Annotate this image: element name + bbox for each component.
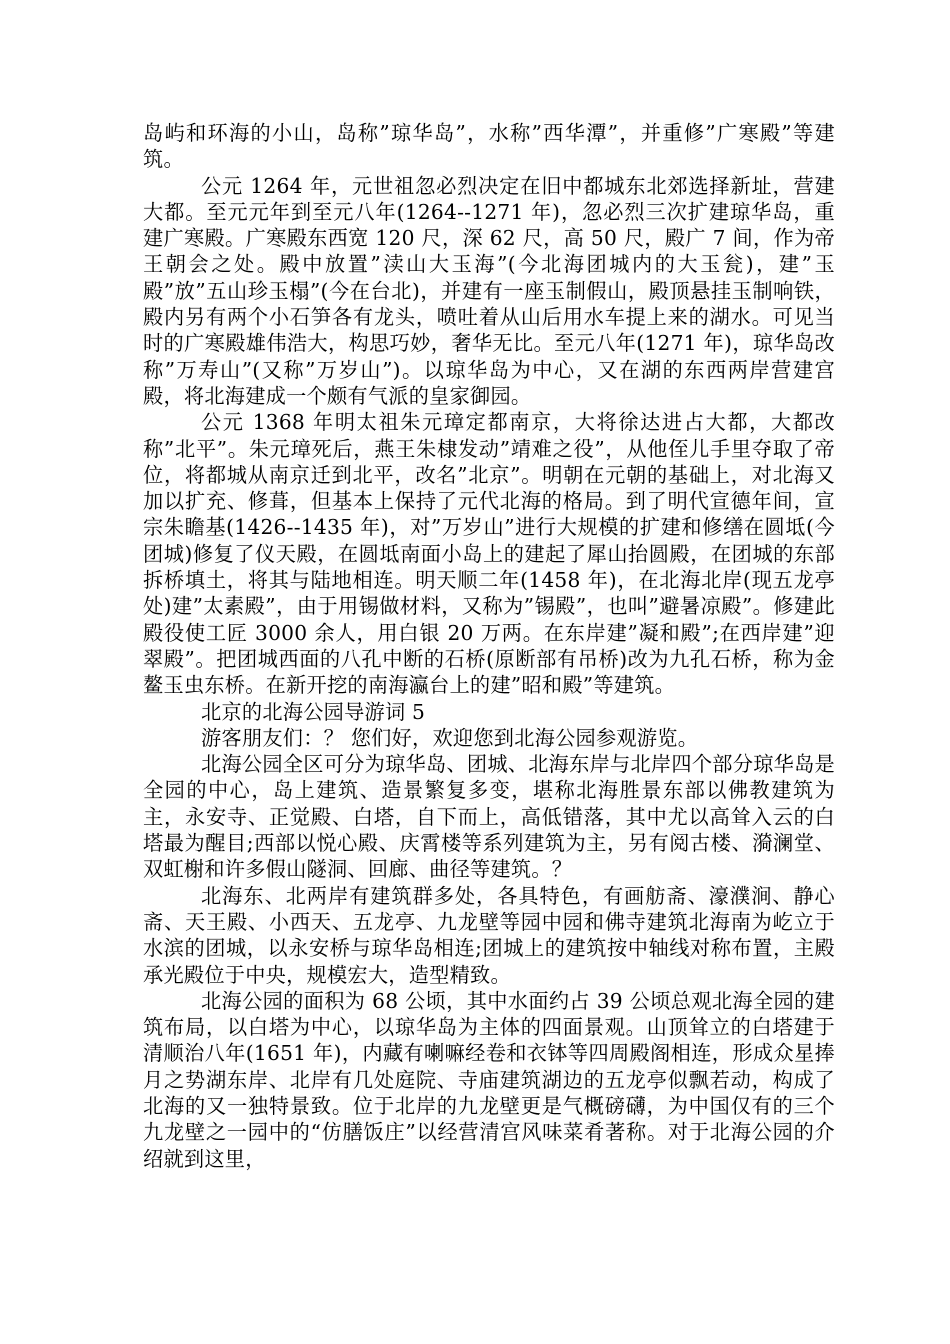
document-page <box>143 120 835 1172</box>
paragraph-1: 岛屿和环海的小山，岛称”琼华岛”，水称”西华潭”，并重修”广寒殿”等建筑。 <box>143 121 835 172</box>
paragraph-2: 公元 1264 年，元世祖忽必烈决定在旧中都城东北郊选择新址，营建大都。至元元年到至元八年(1264--1271 年)，忽必烈三次扩建琼华岛，重建广寒殿。广寒殿东西宽 120 尺，深 62 尺，高 50 尺，殿广 7 间，作为帝王朝会之处。殿中放置”渎山大玉海”(今北海团城内的大玉瓮)，建”玉殿”放”五山珍玉榻”(今在台北)，并建有一座玉制假山，殿顶悬挂玉制响铁，殿内另有两个小石笋各有龙头，喷吐着从山后用水车提上来的湖水。可见当时的广寒殿雄伟浩大，构思巧妙，奢华无比。至元八年(1271 年)，琼华岛改称”万寿山”(又称”万岁山”)。以琼华岛为中心，又在湖的东西两岸营建宫殿，将北海建成一个颇有气派的皇家御园。 <box>143 173 835 408</box>
paragraph-3: 公元 1368 年明太祖朱元璋定都南京，大将徐达进占大都，大都改称”北平”。朱元璋死后，燕王朱棣发动”靖难之役”，从他侄儿手里夺取了帝位，将都城从南京迁到北平，改名”北京”。明朝在元朝的基础上，对北海又加以扩充、修葺，但基本上保持了元代北海的格局。到了明代宣德年间，宣宗朱瞻基(1426--1435 年)，对”万岁山”进行大规模的扩建和修缮在圆坻(今团城)修复了仪天殿，在圆坻南面小岛上的建起了犀山抬圆殿，在团城的东部拆桥填土，将其与陆地相连。明天顺二年(1458 年)，在北海北岸(现五龙亭处)建”太素殿”，由于用锡做材料，又称为”锡殿”，也叫”避暑凉殿”。修建此殿役使工匠 3000 余人，用白银 20 万两。在东岸建”凝和殿”;在西岸建”迎翠殿”。把团城西面的八孔中断的石桥(原断部有吊桥)改为九孔石桥，称为金鳌玉虫东桥。在新开挖的南海瀛台上的建”昭和殿”等建筑。 <box>143 410 835 698</box>
paragraph-8: 北海公园的面积为 68 公顷，其中水面约占 39 公顷总观北海全园的建筑布局，以白塔为中心，以琼华岛为主体的四面景观。山顶耸立的白塔建于清顺治八年(1651 年)，内藏有喇嘛经卷和衣钵等四周殿阁相连，形成众星捧月之势湖东岸、北岸有几处庭院、寺庙建筑湖边的五龙亭似飘若动，构成了北海的又一独特景致。位于北岸的九龙壁更是气概磅礴，为中国仅有的三个九龙壁之一园中的“仿膳饭庄”以经营清宫风味菜肴著称。对于北海公园的介绍就到这里， <box>143 988 835 1171</box>
paragraph-7: 北海东、北两岸有建筑群多处，各具特色，有画舫斋、濠濮涧、静心斋、天王殿、小西天、五龙亭、九龙壁等园中园和佛寺建筑北海南为屹立于水滨的团城，以永安桥与琼华岛相连;团城上的建筑按中轴线对称布置，主殿承光殿位于中央，规模宏大，造型精致。 <box>143 883 835 987</box>
greeting-paragraph: 游客朋友们：？ 您们好，欢迎您到北海公园参观游览。 <box>201 725 699 750</box>
paragraph-6: 北海公园全区可分为琼华岛、团城、北海东岸与北岸四个部分琼华岛是全园的中心，岛上建筑、造景繁复多变，堪称北海胜景东部以佛教建筑为主，永安寺、正觉殿、白塔，自下而上，高低错落，其中尤以高耸入云的白塔最为醒目;西部以悦心殿、庆霄楼等系列建筑为主，另有阅古楼、漪澜堂、双虹榭和许多假山隧洞、回廊、曲径等建筑。？ <box>143 752 835 882</box>
section-heading: 北京的北海公园导游词 5 <box>201 699 426 724</box>
